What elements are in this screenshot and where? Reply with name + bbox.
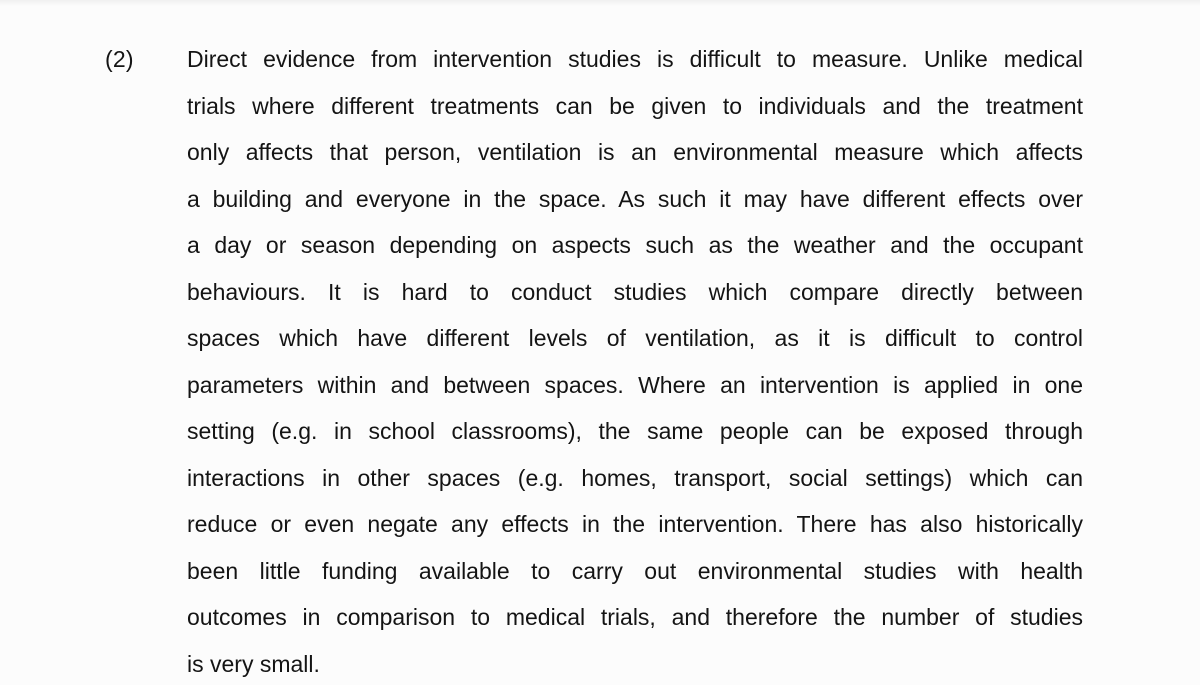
paragraph-number: (2) bbox=[105, 46, 134, 72]
paragraph-line: is very small. bbox=[187, 650, 320, 677]
paragraph-line: a day or season depending on aspects such as the weather and the occupant bbox=[187, 232, 1083, 258]
paragraph-line: trials where different treatments can be given to individuals and the treatment bbox=[187, 92, 1083, 119]
paragraph-line: setting (e.g. in school classrooms), the same people can be exposed through bbox=[187, 418, 1083, 444]
paragraph-line: interactions in other spaces (e.g. homes, transport, social settings) which can bbox=[187, 464, 1083, 491]
paragraph-line: a building and everyone in the space. As such it may have different effects over bbox=[187, 185, 1083, 212]
paragraph-line: behaviours. It is hard to conduct studies which compare directly between bbox=[187, 278, 1083, 305]
paragraph-line: spaces which have different levels of ventilation, as it is difficult to control bbox=[187, 325, 1083, 351]
paragraph-body bbox=[187, 36, 1083, 685]
paragraph-line: Direct evidence from intervention studies is difficult to measure. Unlike medical bbox=[187, 46, 1083, 72]
paragraph-line: been little funding available to carry out environmental studies with health bbox=[187, 557, 1083, 584]
paragraph-line: reduce or even negate any effects in the intervention. There has also historically bbox=[187, 511, 1083, 537]
paragraph-line: outcomes in comparison to medical trials, and therefore the number of studies bbox=[187, 604, 1083, 630]
paragraph-line: parameters within and between spaces. Where an intervention is applied in one bbox=[187, 371, 1083, 398]
paragraph-line: only affects that person, ventilation is an environmental measure which affects bbox=[187, 139, 1083, 165]
page-top-edge bbox=[0, 0, 1200, 6]
